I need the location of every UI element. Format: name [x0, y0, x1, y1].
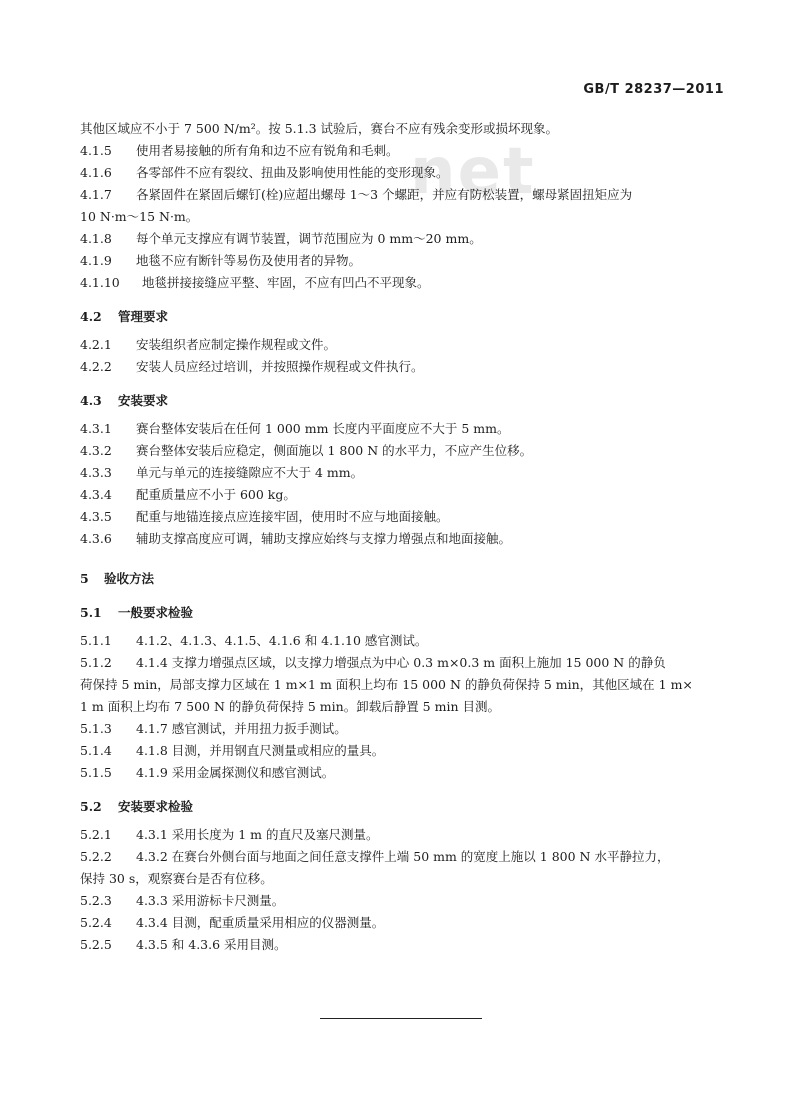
clause-text: 赛台整体安装后应稳定，侧面施以 1 800 N 的水平力，不应产生位移。: [136, 443, 533, 458]
clause-text: 单元与单元的连接缝隙应不大于 4 mm。: [136, 465, 364, 480]
clause-4-2-1: [80, 334, 730, 356]
chapter-number: 5: [80, 571, 89, 586]
clause-number: 5.2.2: [80, 849, 112, 864]
clause-5-2-5: [80, 934, 730, 956]
clause-text: 各紧固件在紧固后螺钉(栓)应超出螺母 1～3 个螺距，并应有防松装置，螺母紧固扭矩应为: [136, 187, 633, 202]
section-heading-4-3: [80, 390, 730, 412]
clause-text: 地毯不应有断针等易伤及使用者的异物。: [136, 253, 362, 268]
clause-4-3-5: [80, 506, 730, 528]
section-number: 5.1: [80, 605, 102, 620]
section-heading-5-2: [80, 796, 730, 818]
clause-text: 安装组织者应制定操作规程或文件。: [136, 337, 337, 352]
section-title: 管理要求: [118, 309, 169, 324]
clause-4-3-3: [80, 462, 730, 484]
clause-number: 4.3.4: [80, 487, 112, 502]
section-number: 4.3: [80, 393, 102, 408]
clause-text: 4.3.3 采用游标卡尺测量。: [136, 893, 285, 908]
clause-5-1-5: [80, 762, 730, 784]
clause-5-2-2: [80, 846, 730, 868]
section-number: 5.2: [80, 799, 102, 814]
clause-number: 5.1.3: [80, 721, 112, 736]
clause-continuation: 1 m 面积上均布 7 500 N 的静负荷保持 5 min。卸载后静置 5 min 目测。: [80, 699, 500, 714]
section-heading-5-1: [80, 602, 730, 624]
clause-continuation: 10 N·m～15 N·m。: [80, 209, 199, 224]
clause-number: 4.1.9: [80, 253, 112, 268]
clause-4-2-2: [80, 356, 730, 378]
clause-number: 4.2.2: [80, 359, 112, 374]
clause-number: 4.1.5: [80, 143, 112, 158]
clause-number: 4.1.10: [80, 275, 120, 290]
clause-number: 4.1.8: [80, 231, 112, 246]
clause-number: 5.1.2: [80, 655, 112, 670]
paragraph-continuation: 其他区域应不小于 7 500 N/m²。按 5.1.3 试验后，赛台不应有残余变形或损坏现象。: [80, 121, 558, 136]
clause-4-1-7: [80, 184, 730, 206]
clause-text: 配重与地锚连接点应连接牢固，使用时不应与地面接触。: [136, 509, 449, 524]
clause-number: 5.2.4: [80, 915, 112, 930]
clause-5-1-3: [80, 718, 730, 740]
clause-number: 4.2.1: [80, 337, 112, 352]
clause-text: 各零部件不应有裂纹、扭曲及影响使用性能的变形现象。: [136, 165, 449, 180]
clause-5-2-3: [80, 890, 730, 912]
clause-text: 4.1.9 采用金属探测仪和感官测试。: [136, 765, 335, 780]
section-title: 安装要求检验: [118, 799, 194, 814]
clause-4-3-4: [80, 484, 730, 506]
document-body: [80, 118, 730, 956]
end-of-document-rule: [320, 1018, 482, 1019]
clause-text: 4.3.5 和 4.3.6 采用目测。: [136, 937, 287, 952]
clause-text: 4.1.2、4.1.3、4.1.5、4.1.6 和 4.1.10 感官测试。: [136, 633, 428, 648]
clause-text: 4.3.4 目测，配重质量采用相应的仪器测量。: [136, 915, 385, 930]
clause-number: 5.2.5: [80, 937, 112, 952]
clause-text: 配重质量应不小于 600 kg。: [136, 487, 296, 502]
standard-code: GB/T 28237—2011: [583, 82, 724, 97]
clause-4-1-10: [80, 272, 730, 294]
clause-number: 4.3.2: [80, 443, 112, 458]
clause-text: 4.1.4 支撑力增强点区域，以支撑力增强点为中心 0.3 m×0.3 m 面积上施加 15 000 N 的静负: [136, 655, 666, 670]
clause-number: 5.1.1: [80, 633, 112, 648]
clause-text: 地毯拼接接缝应平整、牢固，不应有凹凸不平现象。: [142, 275, 430, 290]
clause-5-1-4: [80, 740, 730, 762]
clause-number: 5.1.4: [80, 743, 112, 758]
clause-text: 赛台整体安装后在任何 1 000 mm 长度内平面度应不大于 5 mm。: [136, 421, 510, 436]
section-heading-4-2: [80, 306, 730, 328]
clause-text: 4.1.8 目测，并用钢直尺测量或相应的量具。: [136, 743, 385, 758]
clause-number: 4.3.3: [80, 465, 112, 480]
clause-text: 4.1.7 感官测试，并用扭力扳手测试。: [136, 721, 347, 736]
clause-4-3-2: [80, 440, 730, 462]
clause-number: 4.1.6: [80, 165, 112, 180]
clause-number: 5.2.3: [80, 893, 112, 908]
clause-5-1-2: [80, 652, 730, 674]
clause-4-1-8: [80, 228, 730, 250]
clause-number: 4.3.5: [80, 509, 112, 524]
clause-number: 5.1.5: [80, 765, 112, 780]
clause-text: 4.3.1 采用长度为 1 m 的直尺及塞尺测量。: [136, 827, 379, 842]
clause-4-1-5: [80, 140, 730, 162]
clause-continuation: 保持 30 s，观察赛台是否有位移。: [80, 871, 273, 886]
chapter-heading-5: [80, 568, 730, 590]
section-number: 4.2: [80, 309, 102, 324]
clause-text: 使用者易接触的所有角和边不应有锐角和毛刺。: [136, 143, 399, 158]
clause-number: 4.1.7: [80, 187, 112, 202]
clause-text: 安装人员应经过培训，并按照操作规程或文件执行。: [136, 359, 424, 374]
clause-4-3-6: [80, 528, 730, 550]
clause-4-1-9: [80, 250, 730, 272]
section-title: 一般要求检验: [118, 605, 194, 620]
clause-5-2-4: [80, 912, 730, 934]
clause-text: 每个单元支撑应有调节装置，调节范围应为 0 mm～20 mm。: [136, 231, 482, 246]
clause-number: 4.3.1: [80, 421, 112, 436]
clause-continuation: 荷保持 5 min，局部支撑力区域在 1 m×1 m 面积上均布 15 000 N 的静负荷保持 5 min，其他区域在 1 m×: [80, 677, 693, 692]
clause-number: 4.3.6: [80, 531, 112, 546]
chapter-title: 验收方法: [104, 571, 155, 586]
clause-text: 辅助支撑高度应可调，辅助支撑应始终与支撑力增强点和地面接触。: [136, 531, 512, 546]
clause-5-1-1: [80, 630, 730, 652]
clause-text: 4.3.2 在赛台外侧台面与地面之间任意支撑件上端 50 mm 的宽度上施以 1 800 N 水平静拉力，: [136, 849, 670, 864]
watermark: net: [410, 135, 536, 209]
clause-4-1-6: [80, 162, 730, 184]
clause-number: 5.2.1: [80, 827, 112, 842]
section-title: 安装要求: [118, 393, 169, 408]
clause-4-3-1: [80, 418, 730, 440]
clause-5-2-1: [80, 824, 730, 846]
